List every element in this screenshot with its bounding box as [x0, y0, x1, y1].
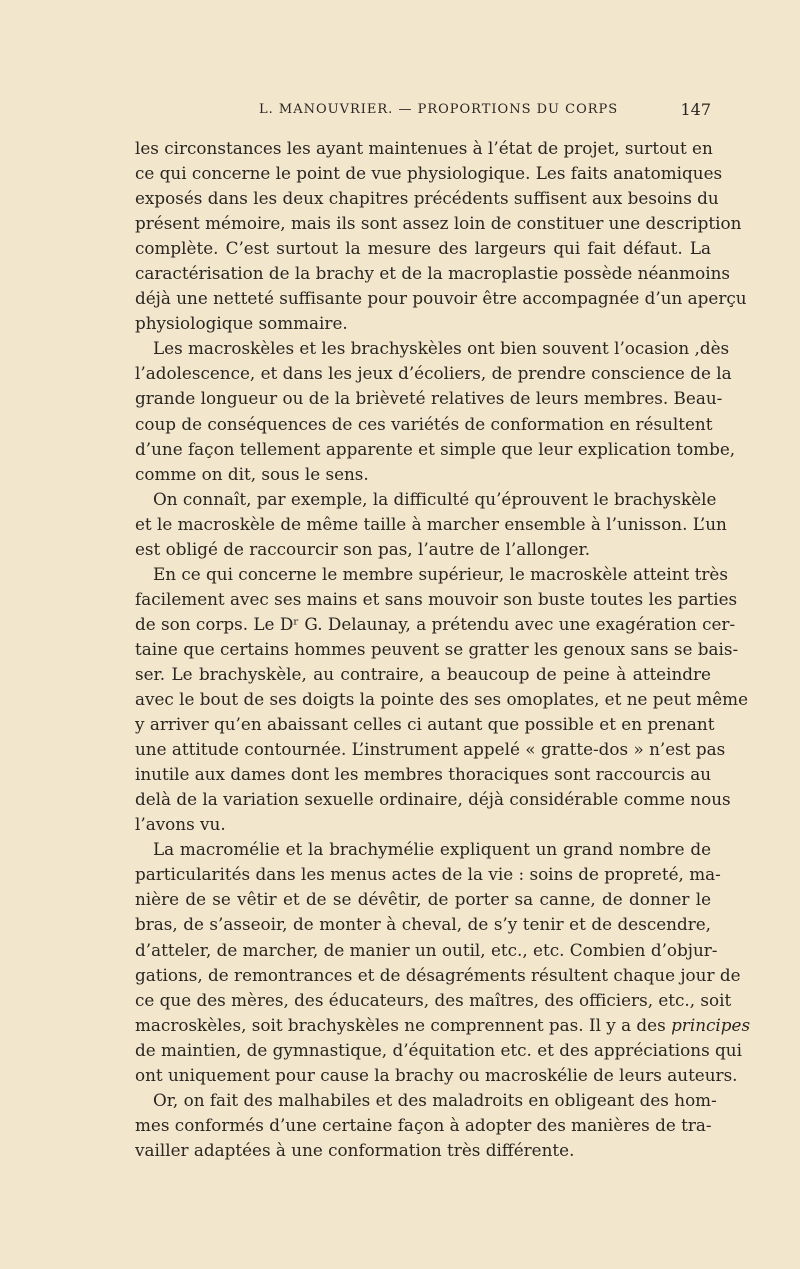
text-line: d’une façon tellement apparente et simple que leur explication tombe,: [135, 438, 736, 459]
text-line: déjà une netteté suffisante pour pouvoir être accompagnée d’un aperçu: [135, 288, 747, 309]
running-title: L. MANOUVRIER. — PROPORTIONS DU CORPS: [259, 102, 619, 117]
paragraph: [135, 487, 727, 562]
text-line: exposés dans les deux chapitres précédents suffisent aux besoins du: [135, 188, 719, 209]
text-line-part: macroskèles, soit brachyskèles ne comprennent pas. Il y a des: [135, 1014, 666, 1035]
text-line: grande longueur ou de la brièveté relatives de leurs membres. Beau-: [135, 388, 723, 409]
text-line: y arriver qu’en abaissant celles ci autant que possible et en prenant: [135, 714, 715, 735]
paragraph: [135, 1088, 717, 1163]
paragraph: [135, 136, 747, 336]
text-line: caractérisation de la brachy et de la macroplastie possède néanmoins: [135, 263, 730, 284]
page-number: 147: [680, 100, 711, 119]
body-text: [135, 136, 751, 1163]
text-line: l’adolescence, et dans les jeux d’écoliers, de prendre conscience de la: [135, 363, 732, 384]
text-line: ce que des mères, des éducateurs, des maîtres, des officiers, etc., soit: [135, 989, 732, 1010]
text-line: est obligé de raccourcir son pas, l’autre de l’allonger.: [135, 538, 591, 559]
text-line: et le macroskèle de même taille à marcher ensemble à l’unisson. L’un: [135, 513, 727, 534]
text-line: On connaît, par exemple, la difficulté qu’éprouvent le brachyskèle: [153, 488, 717, 509]
text-line: l’avons vu.: [135, 814, 226, 835]
paragraph: [135, 562, 749, 838]
text-line: inutile aux dames dont les membres thoraciques sont raccourcis au: [135, 764, 712, 785]
paragraph: [135, 837, 751, 1087]
text-line: de son corps. Le Dʳ G. Delaunay, a prétendu avec une exagération cer-: [135, 613, 736, 634]
text-line: taine que certains hommes peuvent se gratter les genoux sans se bais-: [135, 638, 739, 659]
text-line: d’atteler, de marcher, de manier un outil, etc., etc. Combien d’objur-: [135, 939, 718, 960]
text-line: nière de se vêtir et de se dévêtir, de porter sa canne, de donner le: [135, 889, 711, 910]
text-line: comme on dit, sous le sens.: [135, 463, 369, 484]
text-line: En ce qui concerne le membre supérieur, le macroskèle atteint très: [153, 563, 728, 584]
text-line: de maintien, de gymnastique, d’équitation etc. et des appréciations qui: [135, 1039, 742, 1060]
text-line: facilement avec ses mains et sans mouvoir son buste toutes les parties: [135, 588, 738, 609]
text-line: complète. C’est surtout la mesure des largeurs qui fait défaut. La: [135, 238, 711, 259]
text-line: particularités dans les menus actes de la vie : soins de propreté, ma-: [135, 864, 721, 885]
text-line: coup de conséquences de ces variétés de conformation en résultent: [135, 413, 713, 434]
page-header: [135, 100, 711, 122]
text-line: une attitude contournée. L’instrument appelé « gratte-dos » n’est pas: [135, 739, 726, 760]
text-line: bras, de s’asseoir, de monter à cheval, de s’y tenir et de descendre,: [135, 914, 711, 935]
text-line: ser. Le brachyskèle, au contraire, a beaucoup de peine à atteindre: [135, 663, 711, 684]
text-line: ce qui concerne le point de vue physiologique. Les faits anatomiques: [135, 163, 723, 184]
italic-word: principes: [671, 1014, 751, 1035]
text-line: vailler adaptées à une conformation très différente.: [135, 1139, 575, 1160]
text-line: gations, de remontrances et de désagréments résultent chaque jour de: [135, 964, 741, 985]
text-line: avec le bout de ses doigts la pointe des ses omoplates, et ne peut même: [135, 689, 749, 710]
text-line: les circonstances les ayant maintenues à l’état de projet, surtout en: [135, 138, 713, 158]
text-line: Les macroskèles et les brachyskèles ont bien souvent l’ocasion ,dès: [153, 338, 730, 359]
text-line: ont uniquement pour cause la brachy ou macroskélie de leurs auteurs.: [135, 1064, 738, 1085]
text-line: [135, 1013, 751, 1038]
paragraph: [135, 336, 736, 486]
text-line: La macromélie et la brachymélie expliquent un grand nombre de: [153, 839, 711, 860]
text-line: physiologique sommaire.: [135, 313, 348, 334]
text-line: présent mémoire, mais ils sont assez loin de constituer une description: [135, 213, 742, 234]
text-line: mes conformés d’une certaine façon à adopter des manières de tra-: [135, 1114, 712, 1135]
text-line: Or, on fait des malhabiles et des maladroits en obligeant des hom-: [153, 1089, 717, 1110]
text-line: delà de la variation sexuelle ordinaire, déjà considérable comme nous: [135, 789, 731, 810]
